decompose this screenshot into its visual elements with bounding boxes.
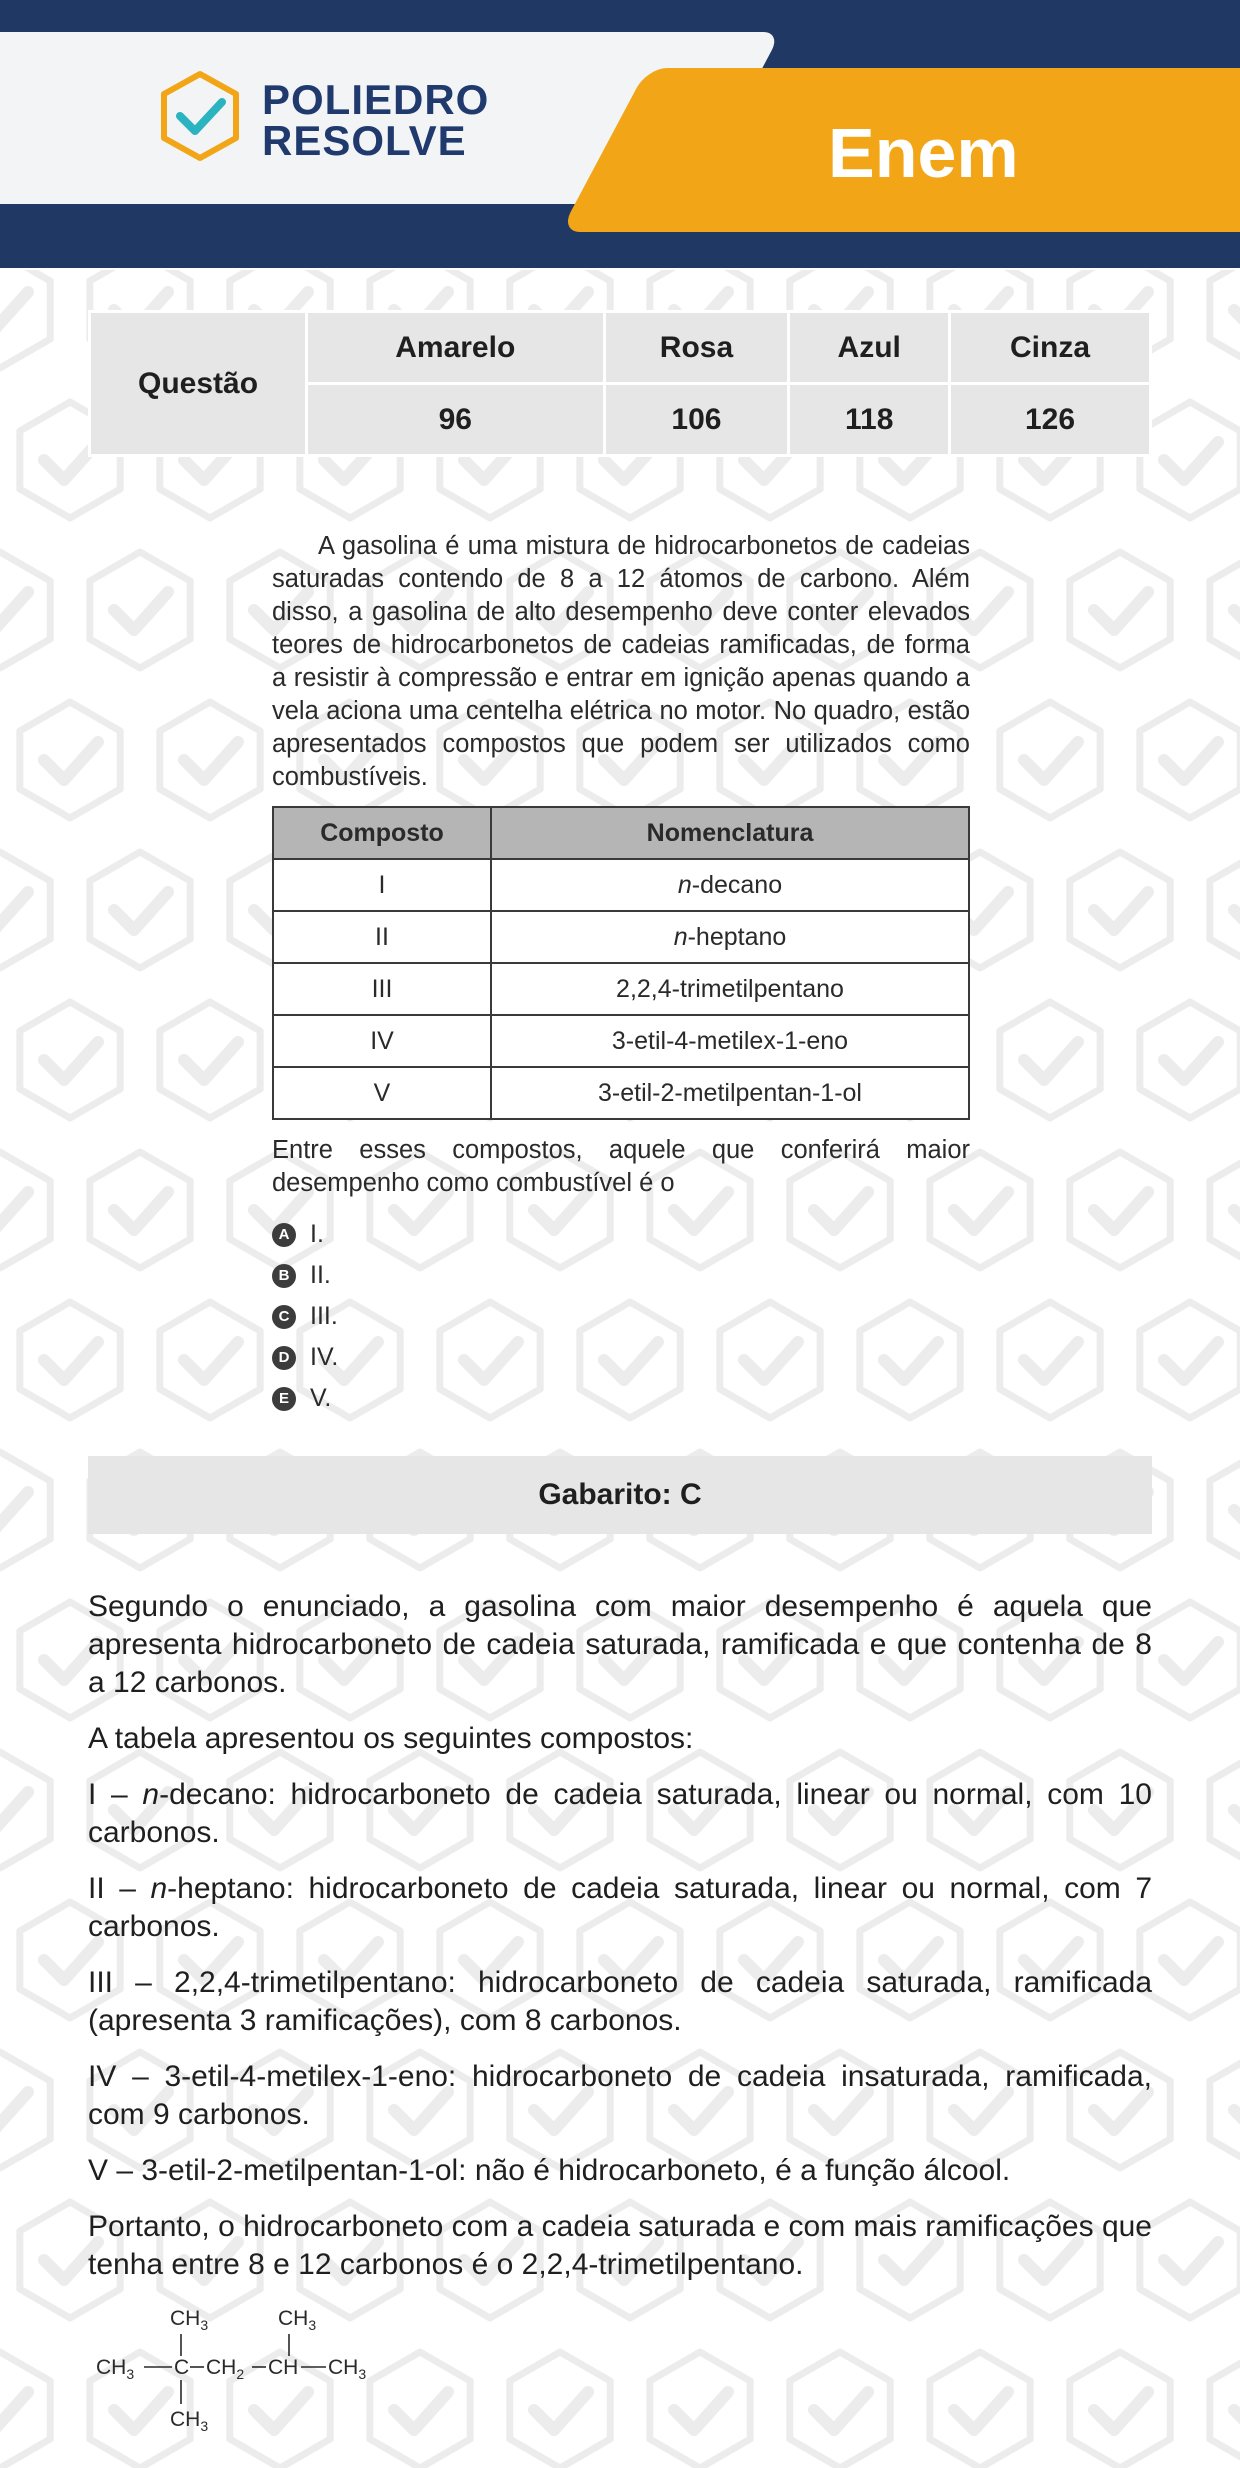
table-row bbox=[273, 1067, 969, 1119]
structural-formula bbox=[90, 2300, 390, 2440]
watermark-check-icon bbox=[114, 592, 168, 630]
answer-key: Gabarito: C bbox=[88, 1456, 1152, 1534]
formula-left-methyl: $CH_3$ bbox=[96, 2356, 135, 2382]
compound-name bbox=[491, 911, 969, 963]
compound-name bbox=[491, 1015, 969, 1067]
watermark-check-icon bbox=[1024, 1042, 1078, 1080]
explanation-paragraph: Segundo o enunciado, a gasolina com maior desempenho é aquela que apresenta hidrocarboneto de cadeia saturada, ramificada e que contenha de 8 a 12 carbonos. bbox=[88, 1590, 1152, 1699]
color-header-cinza: Cinza bbox=[951, 313, 1149, 382]
compound-name-text: 3-etil-4-metilex-1-eno bbox=[611, 1026, 849, 1055]
watermark-check-icon bbox=[1234, 1492, 1240, 1530]
watermark-check-icon bbox=[44, 1042, 98, 1080]
formula-top-methyl-2: $CH_3$ bbox=[278, 2307, 317, 2333]
watermark-check-icon bbox=[1234, 2092, 1240, 2130]
option-a[interactable] bbox=[272, 1214, 970, 1255]
question-number-azul: 118 bbox=[790, 385, 948, 454]
watermark-check-icon bbox=[1024, 742, 1078, 780]
watermark-check-icon bbox=[1164, 1342, 1218, 1380]
compounds-header-composto: Composto bbox=[273, 807, 491, 859]
item-italic: n bbox=[142, 1778, 160, 1811]
watermark-check-icon bbox=[114, 892, 168, 930]
watermark-check-icon bbox=[0, 1492, 28, 1530]
checkmark-hexagon-icon bbox=[158, 70, 242, 162]
table-row bbox=[273, 911, 969, 963]
compounds-header-nomenclatura: Nomenclatura bbox=[491, 807, 969, 859]
explanation-conclusion: Portanto, o hidrocarboneto com a cadeia saturada e com mais ramificações que tenha entre 8 e 12 carbonos é o 2,2,4-trimetilpentano. bbox=[88, 2210, 1152, 2281]
watermark-hexagon bbox=[20, 702, 120, 818]
compound-id: V bbox=[273, 1067, 491, 1119]
watermark-hexagon bbox=[1140, 1602, 1240, 1718]
question-number-cinza: 126 bbox=[951, 385, 1149, 454]
watermark-hexagon bbox=[1140, 2202, 1240, 2318]
watermark-hexagon bbox=[90, 1152, 190, 1268]
watermark-check-icon bbox=[674, 2392, 728, 2430]
watermark-check-icon bbox=[114, 1192, 168, 1230]
watermark-check-icon bbox=[1164, 1642, 1218, 1680]
formula-bottom-methyl: $CH_3$ bbox=[170, 2408, 209, 2434]
option-text: I. bbox=[310, 1220, 324, 1248]
compound-name bbox=[491, 859, 969, 911]
watermark-hexagon bbox=[20, 1302, 120, 1418]
option-text: III. bbox=[310, 1302, 338, 1330]
watermark-hexagon bbox=[90, 852, 190, 968]
explanation-item bbox=[88, 1870, 1152, 1946]
formula-right-methyl: $CH_3$ bbox=[328, 2356, 367, 2382]
item-lead: IV – bbox=[88, 2060, 165, 2093]
watermark-check-icon bbox=[814, 2392, 868, 2430]
watermark-check-icon bbox=[394, 2392, 448, 2430]
compound-name-text: -decano bbox=[691, 870, 783, 899]
table-row bbox=[273, 859, 969, 911]
watermark-check-icon bbox=[184, 1342, 238, 1380]
watermark-check-icon bbox=[1094, 592, 1148, 630]
color-header-rosa: Rosa bbox=[606, 313, 788, 382]
watermark-check-icon bbox=[0, 1192, 28, 1230]
watermark-check-icon bbox=[1164, 1042, 1218, 1080]
watermark-hexagon bbox=[160, 702, 260, 818]
watermark-check-icon bbox=[1094, 892, 1148, 930]
option-c[interactable] bbox=[272, 1296, 970, 1337]
watermark-hexagon bbox=[1140, 702, 1240, 818]
compound-id: II bbox=[273, 911, 491, 963]
watermark-hexagon bbox=[20, 1002, 120, 1118]
watermark-hexagon bbox=[1070, 2352, 1170, 2468]
option-text: V. bbox=[310, 1384, 332, 1412]
watermark-check-icon bbox=[0, 2392, 28, 2430]
question-stem: A gasolina é uma mistura de hidrocarbonetos de cadeias saturadas contendo de 8 a 12 átomos de carbono. Além disso, a gasolina de alto desempenho deve conter elevados teores de hidrocarbonetos de cadeias ramificadas, de forma a resistir à compressão e entrar em ignição apenas quando a vela aciona uma centelha elétrica no motor. No quadro, estão apresentados compostos que podem ser utilizados como combustíveis. bbox=[272, 532, 970, 791]
watermark-check-icon bbox=[1234, 892, 1240, 930]
question-number-rosa: 106 bbox=[606, 385, 788, 454]
item-text: 2,2,4-trimetilpentano: hidrocarboneto de cadeia saturada, ramificada (apresenta 3 ramificações), com 8 carbonos. bbox=[88, 1966, 1152, 2037]
watermark-hexagon bbox=[650, 2352, 750, 2468]
watermark-hexagon bbox=[1000, 702, 1100, 818]
compound-name bbox=[491, 963, 969, 1015]
explanation-item bbox=[88, 2152, 1152, 2190]
explanation-paragraph: A tabela apresentou os seguintes compostos: bbox=[88, 1722, 694, 1755]
watermark-check-icon bbox=[1164, 442, 1218, 480]
header-banner bbox=[0, 0, 1240, 268]
option-d[interactable] bbox=[272, 1337, 970, 1378]
watermark-check-icon bbox=[0, 1792, 28, 1830]
watermark-hexagon bbox=[1070, 552, 1170, 668]
watermark-hexagon bbox=[510, 2352, 610, 2468]
table-row bbox=[273, 963, 969, 1015]
question-prompt: Entre esses compostos, aquele que conferirá maior desempenho como combustível é o bbox=[272, 1136, 970, 1197]
watermark-check-icon bbox=[0, 892, 28, 930]
explanation-item bbox=[88, 1964, 1152, 2040]
compound-name-text: 3-etil-2-metilpentan-1-ol bbox=[597, 1078, 862, 1107]
watermark-hexagon bbox=[1140, 402, 1240, 518]
question-block bbox=[272, 530, 970, 1419]
option-text: IV. bbox=[310, 1343, 339, 1371]
explanation-item bbox=[88, 1776, 1152, 1852]
watermark-check-icon bbox=[1164, 1942, 1218, 1980]
item-text: -heptano: hidrocarboneto de cadeia saturada, linear ou normal, com 7 carbonos. bbox=[88, 1872, 1153, 1943]
option-letter-badge: A bbox=[272, 1223, 296, 1247]
watermark-check-icon bbox=[184, 1042, 238, 1080]
compound-id: IV bbox=[273, 1015, 491, 1067]
compound-id: III bbox=[273, 963, 491, 1015]
watermark-check-icon bbox=[1234, 592, 1240, 630]
brand-name-line2: RESOLVE bbox=[262, 117, 467, 164]
watermark-check-icon bbox=[184, 742, 238, 780]
question-number-table bbox=[88, 310, 1152, 457]
compound-prefix: n bbox=[673, 922, 688, 951]
compound-name bbox=[491, 1067, 969, 1119]
item-lead: V – bbox=[88, 2154, 142, 2187]
item-italic: n bbox=[150, 1872, 168, 1905]
color-header-amarelo: Amarelo bbox=[308, 313, 603, 382]
item-text: -decano: hidrocarboneto de cadeia saturada, linear ou normal, com 10 carbonos. bbox=[88, 1778, 1152, 1849]
watermark-hexagon bbox=[1140, 1302, 1240, 1418]
option-letter-badge: C bbox=[272, 1305, 296, 1329]
watermark-hexagon bbox=[1070, 852, 1170, 968]
explanation-item bbox=[88, 2058, 1152, 2134]
compound-prefix: n bbox=[677, 870, 692, 899]
watermark-check-icon bbox=[1234, 1792, 1240, 1830]
compounds-table bbox=[272, 806, 970, 1120]
exam-title: Enem bbox=[828, 114, 1019, 192]
brand-name-line1: POLIEDRO bbox=[262, 76, 490, 123]
formula-methine: CH bbox=[268, 2356, 299, 2379]
watermark-check-icon bbox=[0, 2092, 28, 2130]
item-text: 3-etil-4-metilex-1-eno: hidrocarboneto de cadeia insaturada, ramificada, com 9 carbonos. bbox=[88, 2060, 1152, 2131]
compound-name-text: 2,2,4-trimetilpentano bbox=[616, 974, 844, 1003]
option-e[interactable] bbox=[272, 1378, 970, 1419]
option-text: II. bbox=[310, 1261, 331, 1289]
watermark-hexagon bbox=[90, 552, 190, 668]
option-letter-badge: D bbox=[272, 1346, 296, 1370]
watermark-hexagon bbox=[930, 2352, 1030, 2468]
compound-name-text: -heptano bbox=[687, 922, 787, 951]
formula-quaternary-carbon: C bbox=[174, 2356, 190, 2379]
watermark-check-icon bbox=[1164, 2242, 1218, 2280]
watermark-hexagon bbox=[1070, 1152, 1170, 1268]
watermark-check-icon bbox=[1094, 2392, 1148, 2430]
option-letter-badge: E bbox=[272, 1387, 296, 1411]
compound-id: I bbox=[273, 859, 491, 911]
question-label: Questão bbox=[91, 313, 305, 454]
watermark-check-icon bbox=[1234, 1192, 1240, 1230]
formula-top-methyl-1: $CH_3$ bbox=[170, 2307, 209, 2333]
watermark-check-icon bbox=[954, 2392, 1008, 2430]
watermark-hexagon bbox=[1000, 1002, 1100, 1118]
table-row bbox=[273, 1015, 969, 1067]
color-header-azul: Azul bbox=[790, 313, 948, 382]
watermark-check-icon bbox=[0, 592, 28, 630]
watermark-check-icon bbox=[44, 742, 98, 780]
item-text: 3-etil-2-metilpentan-1-ol: não é hidrocarboneto, é a função álcool. bbox=[141, 2154, 1011, 2187]
watermark-hexagon bbox=[1140, 1902, 1240, 2018]
explanation bbox=[88, 1588, 1152, 2302]
watermark-hexagon bbox=[160, 1002, 260, 1118]
watermark-hexagon bbox=[1000, 1302, 1100, 1418]
item-lead: III – bbox=[88, 1966, 175, 1999]
item-lead: II – bbox=[88, 1872, 151, 1905]
watermark-hexagon bbox=[790, 2352, 890, 2468]
watermark-check-icon bbox=[44, 1342, 98, 1380]
watermark-check-icon bbox=[1234, 2392, 1240, 2430]
formula-methylene: $CH_2$ bbox=[206, 2356, 245, 2382]
watermark-check-icon bbox=[1164, 742, 1218, 780]
option-b[interactable] bbox=[272, 1255, 970, 1296]
watermark-hexagon bbox=[1140, 1002, 1240, 1118]
item-lead: I – bbox=[88, 1778, 143, 1811]
question-number-amarelo: 96 bbox=[308, 385, 603, 454]
answer-options bbox=[272, 1214, 970, 1419]
watermark-check-icon bbox=[534, 2392, 588, 2430]
watermark-hexagon bbox=[160, 1302, 260, 1418]
option-letter-badge: B bbox=[272, 1264, 296, 1288]
watermark-check-icon bbox=[0, 292, 28, 330]
watermark-check-icon bbox=[1234, 292, 1240, 330]
watermark-check-icon bbox=[1094, 1192, 1148, 1230]
watermark-check-icon bbox=[1024, 1342, 1078, 1380]
